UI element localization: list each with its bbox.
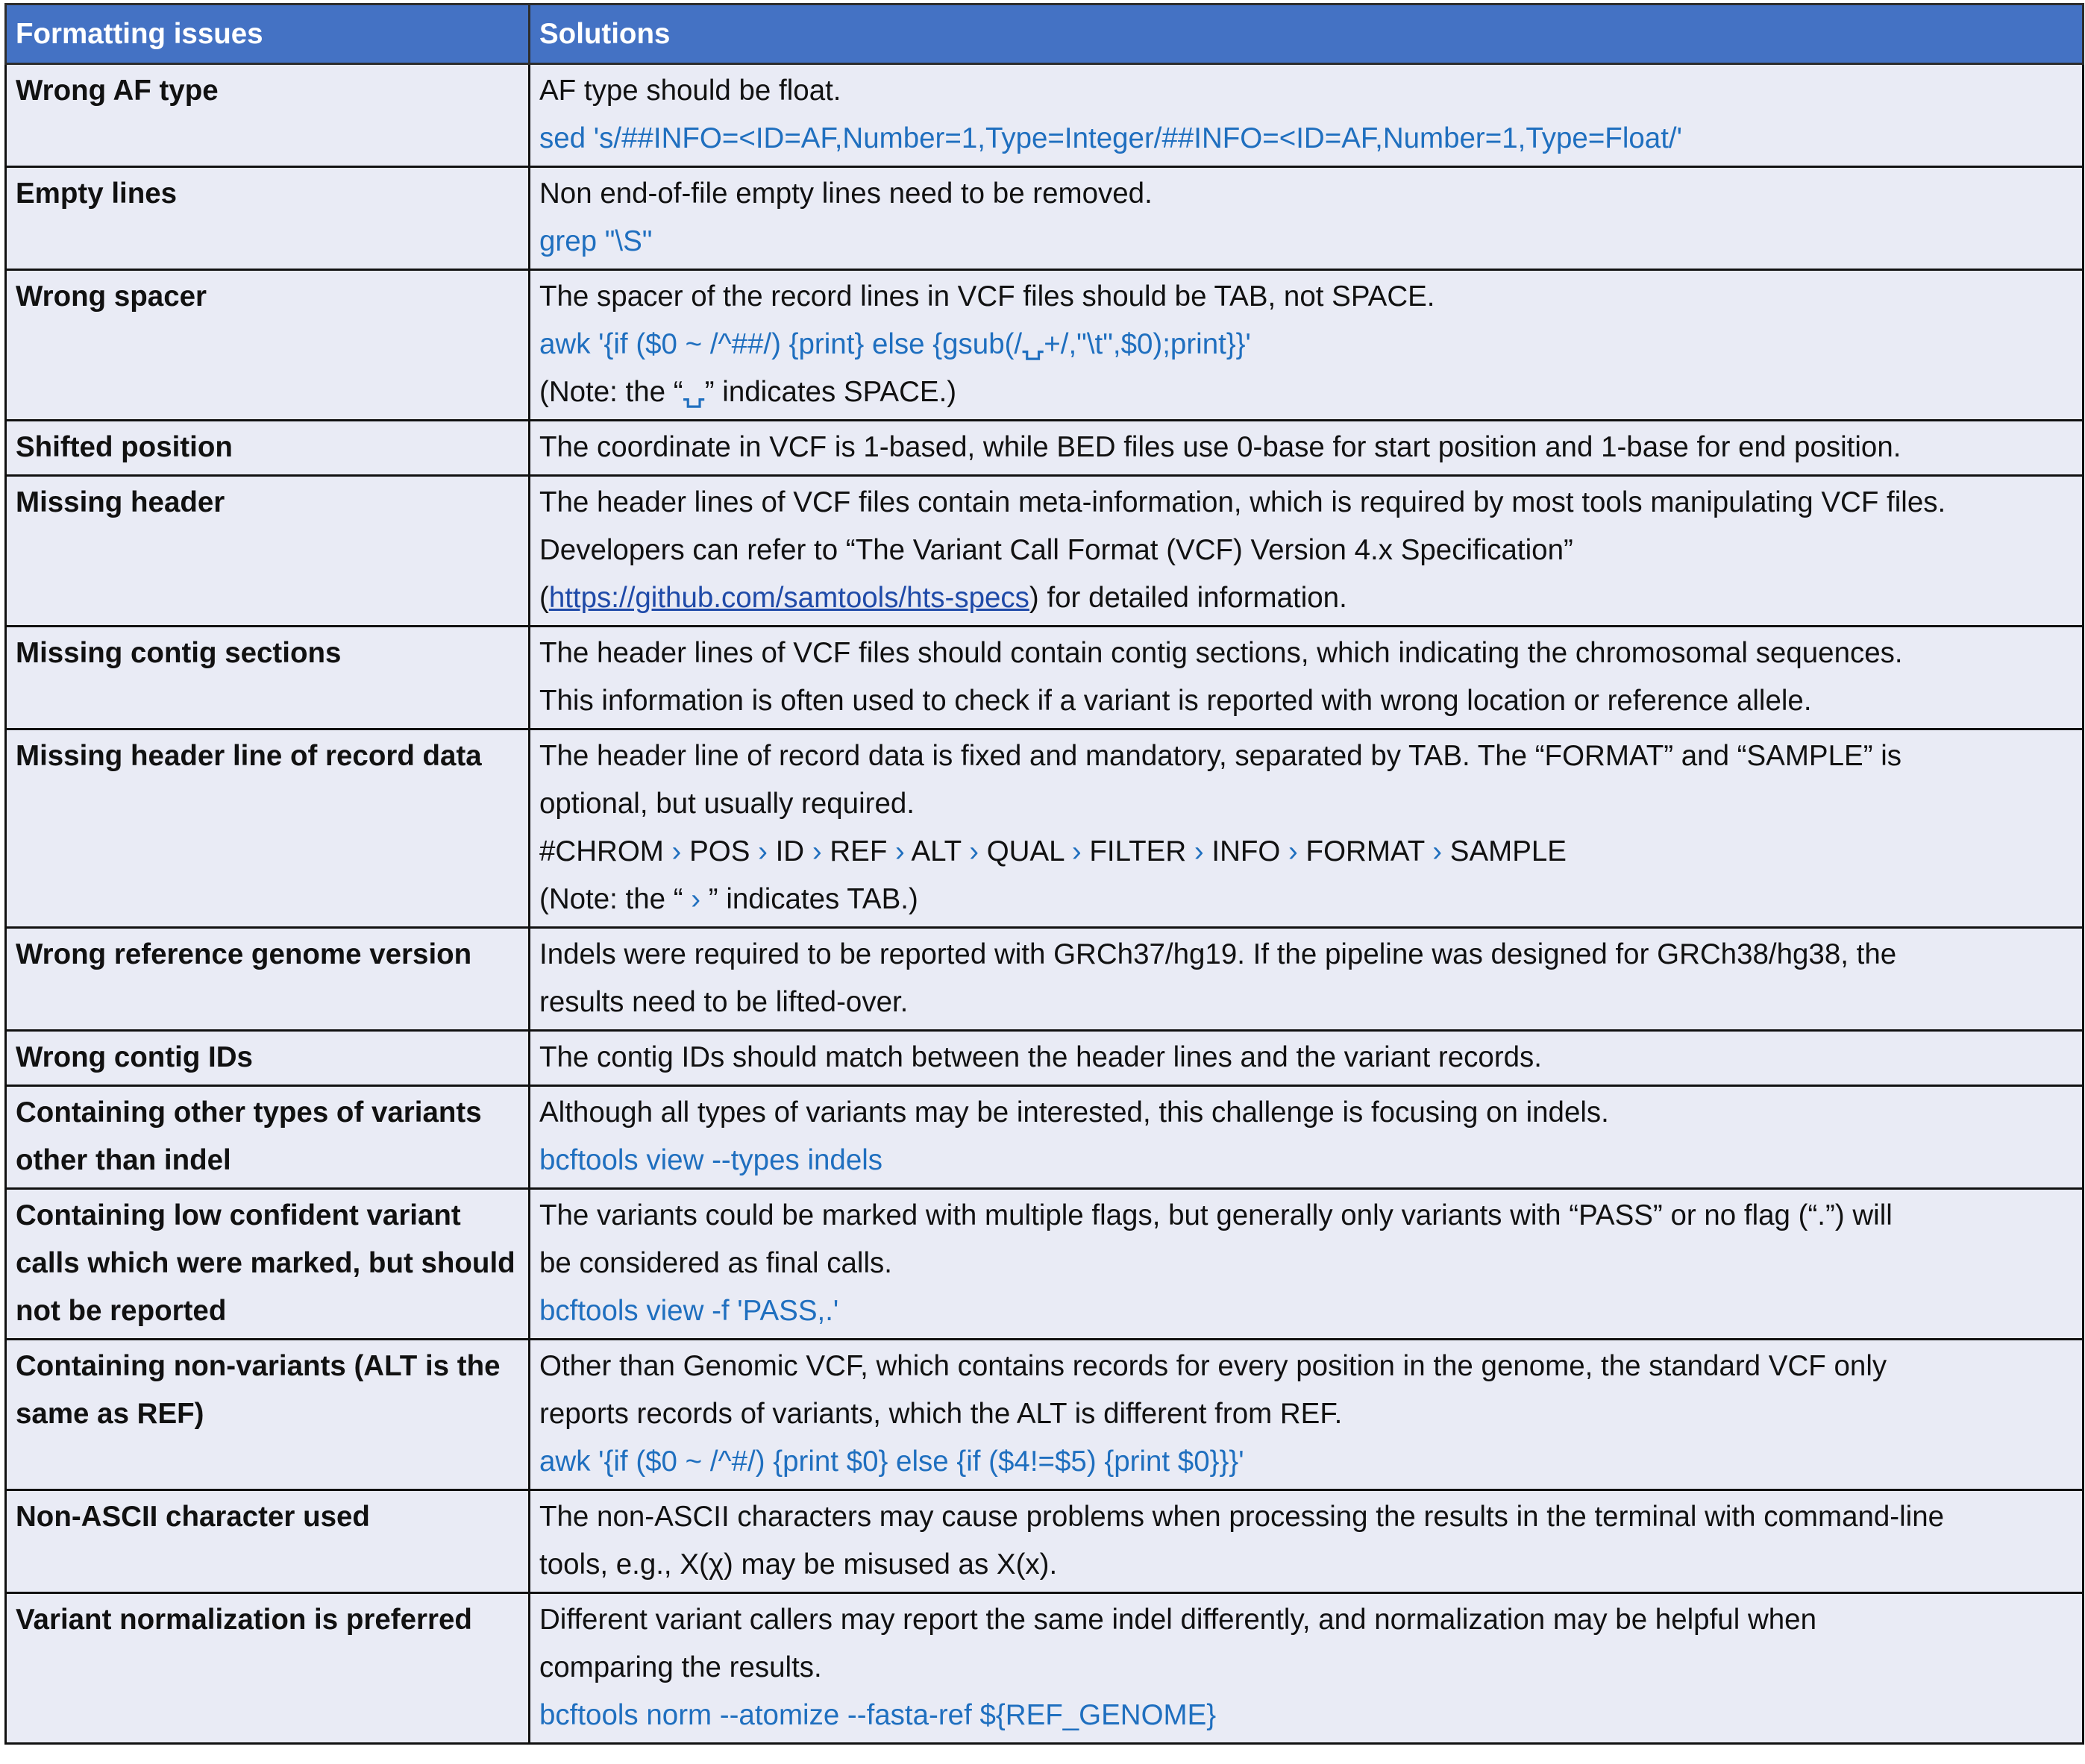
table-row xyxy=(6,421,2084,476)
header-formatting-issues: Formatting issues xyxy=(6,4,530,64)
table-row xyxy=(6,729,2084,928)
text-fragment: INFO xyxy=(1203,835,1289,867)
tab-marker-icon: › xyxy=(1432,835,1443,867)
text-fragment: QUAL xyxy=(979,835,1072,867)
table-row xyxy=(6,167,2084,270)
solution-text: The non-ASCII characters may cause problems when processing the results in the terminal with command-line xyxy=(539,1501,1945,1533)
table-row xyxy=(6,1593,2084,1744)
solution-text: The header lines of VCF files should contain contig sections, which indicating the chromosomal sequences. xyxy=(539,637,1903,669)
table-row xyxy=(6,1086,2084,1189)
solution-cell xyxy=(530,1086,2084,1189)
text-fragment: POS xyxy=(681,835,759,867)
solution-text: The header lines of VCF files contain meta-information, which is required by most tools manipulating VCF files. xyxy=(539,486,1946,518)
solution-command: awk '{if ($0 ~ /^##/) {print} else {gsub(/⍽+/,"\t",$0);print}}' xyxy=(539,328,1251,360)
solution-command: sed 's/##INFO=<ID=AF,Number=1,Type=Integer/##INFO=<ID=AF,Number=1,Type=Float/' xyxy=(539,122,1682,154)
table-row xyxy=(6,64,2084,167)
solution-text: be considered as final calls. xyxy=(539,1247,892,1279)
solution-cell xyxy=(530,421,2084,476)
table-row xyxy=(6,270,2084,421)
solution-cell xyxy=(530,729,2084,928)
tab-marker-icon: › xyxy=(1288,835,1298,867)
solution-command: bcftools norm --atomize --fasta-ref ${REF_GENOME} xyxy=(539,1699,1217,1731)
solution-text: optional, but usually required. xyxy=(539,788,915,820)
solution-text: results need to be lifted-over. xyxy=(539,986,909,1018)
table-row xyxy=(6,1189,2084,1340)
issue-cell: Containing other types of variants other than indel xyxy=(6,1086,530,1189)
space-marker-icon: ⍽ xyxy=(683,376,705,408)
text-fragment: ) for detailed information. xyxy=(1029,582,1347,614)
solution-command: grep "\S" xyxy=(539,225,653,257)
issue-cell: Wrong AF type xyxy=(6,64,530,167)
issue-cell: Non-ASCII character used xyxy=(6,1490,530,1593)
table-row xyxy=(6,476,2084,627)
table-row xyxy=(6,928,2084,1031)
text-fragment: ” indicates SPACE.) xyxy=(704,376,957,408)
text-fragment: ALT xyxy=(904,835,970,867)
solution-text: Different variant callers may report the same indel differently, and normalization may be helpful when xyxy=(539,1604,1816,1636)
issue-cell: Containing low confident variant calls which were marked, but should not be reported xyxy=(6,1189,530,1340)
issue-cell: Missing header line of record data xyxy=(6,729,530,928)
issue-cell: Variant normalization is preferred xyxy=(6,1593,530,1744)
tab-marker-icon: › xyxy=(1071,835,1082,867)
solution-text xyxy=(539,574,2073,622)
solution-text: Although all types of variants may be interested, this challenge is focusing on indels. xyxy=(539,1096,1609,1129)
solution-cell xyxy=(530,1340,2084,1490)
tab-marker-icon: › xyxy=(1194,835,1204,867)
issue-cell: Shifted position xyxy=(6,421,530,476)
solution-command: awk '{if ($0 ~ /^#/) {print $0} else {if ($4!=$5) {print $0}}}' xyxy=(539,1446,1244,1478)
table-row xyxy=(6,1490,2084,1593)
text-fragment: FORMAT xyxy=(1297,835,1433,867)
tab-marker-icon: › xyxy=(691,883,701,915)
text-fragment: (Note: the “ xyxy=(539,883,692,915)
issue-cell: Containing non-variants (ALT is the same as REF) xyxy=(6,1340,530,1490)
issue-cell: Empty lines xyxy=(6,167,530,270)
text-fragment: SAMPLE xyxy=(1442,835,1567,867)
tab-marker-icon: › xyxy=(812,835,822,867)
solution-cell xyxy=(530,476,2084,627)
issue-cell: Wrong spacer xyxy=(6,270,530,421)
solution-cell xyxy=(530,1031,2084,1086)
solution-cell xyxy=(530,270,2084,421)
solution-cell xyxy=(530,1593,2084,1744)
solution-text: reports records of variants, which the ALT is different from REF. xyxy=(539,1398,1343,1430)
solution-cell xyxy=(530,1490,2084,1593)
solution-text: Non end-of-file empty lines need to be removed. xyxy=(539,178,1153,210)
solution-text: This information is often used to check if a variant is reported with wrong location or reference allele. xyxy=(539,685,1812,717)
issue-cell: Missing contig sections xyxy=(6,627,530,729)
solution-text: comparing the results. xyxy=(539,1651,822,1683)
table-body xyxy=(6,64,2084,1744)
table-row xyxy=(6,627,2084,729)
table-row xyxy=(6,1340,2084,1490)
solution-text xyxy=(539,876,2073,923)
solution-cell xyxy=(530,167,2084,270)
text-fragment: REF xyxy=(821,835,896,867)
text-fragment: (Note: the “ xyxy=(539,376,683,408)
solution-text: Other than Genomic VCF, which contains records for every position in the genome, the standard VCF only xyxy=(539,1350,1887,1382)
tab-marker-icon: › xyxy=(969,835,979,867)
solution-text: tools, e.g., X(χ) may be misused as X(x). xyxy=(539,1548,1058,1581)
solution-cell xyxy=(530,928,2084,1031)
solution-command: bcftools view -f 'PASS,.' xyxy=(539,1295,839,1327)
solution-text: AF type should be float. xyxy=(539,75,841,107)
tab-marker-icon: › xyxy=(758,835,768,867)
solution-text: The coordinate in VCF is 1-based, while BED files use 0-base for start position and 1-base for end position. xyxy=(539,431,1901,463)
solution-text: The header line of record data is fixed and mandatory, separated by TAB. The “FORMAT” and “SAMPLE” is xyxy=(539,740,1902,772)
solution-text: The contig IDs should match between the header lines and the variant records. xyxy=(539,1041,1543,1073)
solution-text xyxy=(539,368,2073,416)
solution-text: Indels were required to be reported with GRCh37/hg19. If the pipeline was designed for GRCh38/hg38, the xyxy=(539,938,1897,970)
header-solutions: Solutions xyxy=(530,4,2084,64)
text-fragment: FILTER xyxy=(1081,835,1194,867)
table-row xyxy=(6,1031,2084,1086)
hts-specs-link[interactable]: https://github.com/samtools/hts-specs xyxy=(548,582,1029,614)
text-fragment: ( xyxy=(539,582,549,614)
solution-text: Developers can refer to “The Variant Call Format (VCF) Version 4.x Specification” xyxy=(539,534,1573,566)
solution-cell xyxy=(530,1189,2084,1340)
issue-cell: Wrong contig IDs xyxy=(6,1031,530,1086)
formatting-issues-table xyxy=(4,3,2084,1745)
solution-cell xyxy=(530,64,2084,167)
tab-marker-icon: › xyxy=(895,835,905,867)
text-fragment: ” indicates TAB.) xyxy=(700,883,918,915)
text-fragment: #CHROM xyxy=(539,835,672,867)
tab-marker-icon: › xyxy=(671,835,682,867)
solution-command: bcftools view --types indels xyxy=(539,1144,883,1176)
solution-text: The spacer of the record lines in VCF files should be TAB, not SPACE. xyxy=(539,280,1435,313)
table-header xyxy=(6,4,2084,64)
header-row xyxy=(6,4,2084,64)
issue-cell: Wrong reference genome version xyxy=(6,928,530,1031)
solution-cell xyxy=(530,627,2084,729)
solution-text xyxy=(539,828,2073,876)
text-fragment: ID xyxy=(767,835,812,867)
solution-text: The variants could be marked with multiple flags, but generally only variants with “PASS” or no flag (“.”) will xyxy=(539,1199,1893,1231)
issue-cell: Missing header xyxy=(6,476,530,627)
